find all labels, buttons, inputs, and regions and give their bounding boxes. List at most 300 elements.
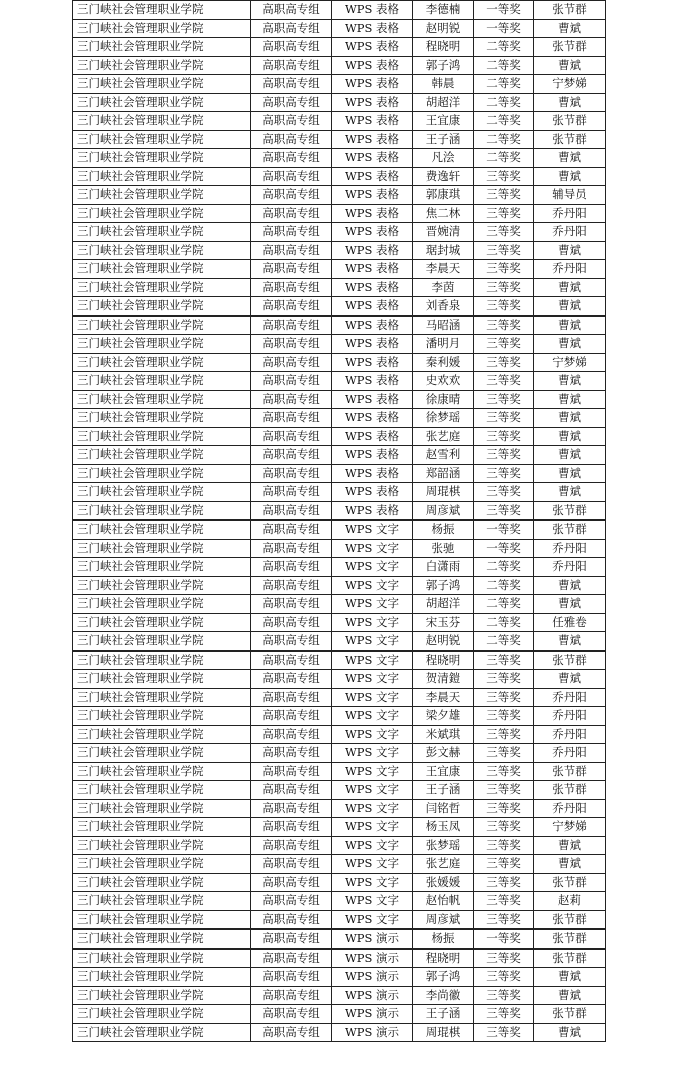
school-cell: 三门峡社会管理职业学院	[73, 836, 251, 855]
teacher-cell: 曹斌	[534, 855, 606, 874]
school-cell: 三门峡社会管理职业学院	[73, 707, 251, 726]
teacher-cell: 乔丹阳	[534, 799, 606, 818]
event-cell: WPS 文字	[332, 818, 413, 837]
group-cell: 高职高专组	[251, 520, 332, 539]
student-name-cell: 程晓明	[413, 651, 474, 670]
event-cell: WPS 表格	[332, 335, 413, 354]
table-row	[73, 670, 606, 689]
award-cell: 三等奖	[474, 278, 534, 297]
award-cell: 三等奖	[474, 446, 534, 465]
student-name-cell: 凡浍	[413, 149, 474, 168]
event-cell: WPS 文字	[332, 707, 413, 726]
teacher-cell: 曹斌	[534, 335, 606, 354]
event-cell: WPS 文字	[332, 670, 413, 689]
event-cell: WPS 表格	[332, 353, 413, 372]
table-row	[73, 781, 606, 800]
event-cell: WPS 文字	[332, 855, 413, 874]
student-name-cell: 张梦瑶	[413, 836, 474, 855]
school-cell: 三门峡社会管理职业学院	[73, 446, 251, 465]
award-cell: 三等奖	[474, 241, 534, 260]
teacher-cell: 张节群	[534, 929, 606, 949]
event-cell: WPS 表格	[332, 75, 413, 94]
student-name-cell: 史欢欢	[413, 372, 474, 391]
table-row	[73, 38, 606, 57]
student-name-cell: 马昭涵	[413, 316, 474, 335]
group-cell: 高职高专组	[251, 558, 332, 577]
event-cell: WPS 表格	[332, 316, 413, 335]
school-cell: 三门峡社会管理职业学院	[73, 855, 251, 874]
teacher-cell: 曹斌	[534, 595, 606, 614]
teacher-cell: 曹斌	[534, 464, 606, 483]
group-cell: 高职高专组	[251, 149, 332, 168]
student-name-cell: 周彦斌	[413, 501, 474, 520]
group-cell: 高职高专组	[251, 968, 332, 987]
event-cell: WPS 表格	[332, 372, 413, 391]
teacher-cell: 曹斌	[534, 1023, 606, 1042]
event-cell: WPS 表格	[332, 278, 413, 297]
table-row	[73, 353, 606, 372]
student-name-cell: 宋玉芬	[413, 613, 474, 632]
school-cell: 三门峡社会管理职业学院	[73, 968, 251, 987]
event-cell: WPS 表格	[332, 297, 413, 316]
teacher-cell: 张节群	[534, 130, 606, 149]
group-cell: 高职高专组	[251, 744, 332, 763]
school-cell: 三门峡社会管理职业学院	[73, 223, 251, 242]
table-row	[73, 632, 606, 651]
student-name-cell: 贺清鎧	[413, 670, 474, 689]
student-name-cell: 赵明锐	[413, 632, 474, 651]
table-row	[73, 1023, 606, 1042]
teacher-cell: 张节群	[534, 781, 606, 800]
student-name-cell: 杨玉凤	[413, 818, 474, 837]
award-cell: 三等奖	[474, 335, 534, 354]
teacher-cell: 张节群	[534, 651, 606, 670]
event-cell: WPS 表格	[332, 501, 413, 520]
event-cell: WPS 演示	[332, 929, 413, 949]
teacher-cell: 张节群	[534, 112, 606, 131]
student-name-cell: 郑韶涵	[413, 464, 474, 483]
school-cell: 三门峡社会管理职业学院	[73, 576, 251, 595]
event-cell: WPS 表格	[332, 241, 413, 260]
student-name-cell: 郭康琪	[413, 186, 474, 205]
student-name-cell: 彭文赫	[413, 744, 474, 763]
teacher-cell: 张节群	[534, 873, 606, 892]
event-cell: WPS 文字	[332, 613, 413, 632]
teacher-cell: 宁梦娣	[534, 353, 606, 372]
table-row	[73, 1, 606, 20]
group-cell: 高职高专组	[251, 390, 332, 409]
student-name-cell: 米斌琪	[413, 725, 474, 744]
school-cell: 三门峡社会管理职业学院	[73, 595, 251, 614]
event-cell: WPS 表格	[332, 260, 413, 279]
award-cell: 一等奖	[474, 929, 534, 949]
award-cell: 三等奖	[474, 818, 534, 837]
group-cell: 高职高专组	[251, 725, 332, 744]
teacher-cell: 张节群	[534, 949, 606, 968]
table-row	[73, 483, 606, 502]
award-cell: 二等奖	[474, 38, 534, 57]
school-cell: 三门峡社会管理职业学院	[73, 335, 251, 354]
student-name-cell: 闫铭哲	[413, 799, 474, 818]
award-cell: 三等奖	[474, 670, 534, 689]
school-cell: 三门峡社会管理职业学院	[73, 56, 251, 75]
table-row	[73, 836, 606, 855]
school-cell: 三门峡社会管理职业学院	[73, 1005, 251, 1024]
table-row	[73, 501, 606, 520]
student-name-cell: 程晓明	[413, 949, 474, 968]
event-cell: WPS 文字	[332, 595, 413, 614]
table-row	[73, 949, 606, 968]
school-cell: 三门峡社会管理职业学院	[73, 427, 251, 446]
school-cell: 三门峡社会管理职业学院	[73, 372, 251, 391]
table-row	[73, 651, 606, 670]
school-cell: 三门峡社会管理职业学院	[73, 949, 251, 968]
event-cell: WPS 表格	[332, 167, 413, 186]
teacher-cell: 曹斌	[534, 316, 606, 335]
table-row	[73, 241, 606, 260]
student-name-cell: 秦利媛	[413, 353, 474, 372]
group-cell: 高职高专组	[251, 836, 332, 855]
teacher-cell: 曹斌	[534, 632, 606, 651]
group-cell: 高职高专组	[251, 949, 332, 968]
award-cell: 三等奖	[474, 316, 534, 335]
teacher-cell: 曹斌	[534, 836, 606, 855]
school-cell: 三门峡社会管理职业学院	[73, 204, 251, 223]
group-cell: 高职高专组	[251, 93, 332, 112]
student-name-cell: 白潇雨	[413, 558, 474, 577]
event-cell: WPS 表格	[332, 483, 413, 502]
student-name-cell: 周琨棋	[413, 1023, 474, 1042]
group-cell: 高职高专组	[251, 38, 332, 57]
award-cell: 一等奖	[474, 539, 534, 558]
event-cell: WPS 文字	[332, 744, 413, 763]
student-name-cell: 梁夕雄	[413, 707, 474, 726]
student-name-cell: 徐康晴	[413, 390, 474, 409]
table-row	[73, 576, 606, 595]
group-cell: 高职高专组	[251, 427, 332, 446]
school-cell: 三门峡社会管理职业学院	[73, 112, 251, 131]
school-cell: 三门峡社会管理职业学院	[73, 130, 251, 149]
group-cell: 高职高专组	[251, 632, 332, 651]
award-cell: 三等奖	[474, 651, 534, 670]
award-cell: 二等奖	[474, 93, 534, 112]
group-cell: 高职高专组	[251, 781, 332, 800]
school-cell: 三门峡社会管理职业学院	[73, 464, 251, 483]
school-cell: 三门峡社会管理职业学院	[73, 167, 251, 186]
teacher-cell: 张节群	[534, 38, 606, 57]
award-cell: 三等奖	[474, 762, 534, 781]
teacher-cell: 乔丹阳	[534, 539, 606, 558]
teacher-cell: 曹斌	[534, 297, 606, 316]
event-cell: WPS 表格	[332, 390, 413, 409]
school-cell: 三门峡社会管理职业学院	[73, 353, 251, 372]
group-cell: 高职高专组	[251, 910, 332, 929]
teacher-cell: 曹斌	[534, 56, 606, 75]
event-cell: WPS 演示	[332, 968, 413, 987]
award-cell: 三等奖	[474, 855, 534, 874]
teacher-cell: 张节群	[534, 762, 606, 781]
award-cell: 二等奖	[474, 632, 534, 651]
group-cell: 高职高专组	[251, 316, 332, 335]
award-cell: 三等奖	[474, 409, 534, 428]
group-cell: 高职高专组	[251, 595, 332, 614]
event-cell: WPS 文字	[332, 836, 413, 855]
school-cell: 三门峡社会管理职业学院	[73, 241, 251, 260]
award-cell: 三等奖	[474, 260, 534, 279]
group-cell: 高职高专组	[251, 670, 332, 689]
award-list-table	[72, 0, 606, 1042]
event-cell: WPS 表格	[332, 19, 413, 38]
award-cell: 一等奖	[474, 19, 534, 38]
teacher-cell: 曹斌	[534, 446, 606, 465]
event-cell: WPS 文字	[332, 725, 413, 744]
group-cell: 高职高专组	[251, 539, 332, 558]
school-cell: 三门峡社会管理职业学院	[73, 75, 251, 94]
teacher-cell: 乔丹阳	[534, 707, 606, 726]
teacher-cell: 张节群	[534, 910, 606, 929]
table-row	[73, 130, 606, 149]
group-cell: 高职高专组	[251, 929, 332, 949]
table-row	[73, 613, 606, 632]
student-name-cell: 徐梦瑶	[413, 409, 474, 428]
group-cell: 高职高专组	[251, 75, 332, 94]
event-cell: WPS 文字	[332, 632, 413, 651]
teacher-cell: 曹斌	[534, 409, 606, 428]
student-name-cell: 李晨天	[413, 688, 474, 707]
group-cell: 高职高专组	[251, 446, 332, 465]
student-name-cell: 王子涵	[413, 1005, 474, 1024]
student-name-cell: 周彦斌	[413, 910, 474, 929]
award-cell: 二等奖	[474, 130, 534, 149]
award-cell: 三等奖	[474, 949, 534, 968]
event-cell: WPS 表格	[332, 38, 413, 57]
event-cell: WPS 文字	[332, 539, 413, 558]
event-cell: WPS 表格	[332, 56, 413, 75]
group-cell: 高职高专组	[251, 986, 332, 1005]
student-name-cell: 晋婉清	[413, 223, 474, 242]
school-cell: 三门峡社会管理职业学院	[73, 725, 251, 744]
event-cell: WPS 文字	[332, 892, 413, 911]
student-name-cell: 李德楠	[413, 1, 474, 20]
table-row	[73, 446, 606, 465]
award-cell: 一等奖	[474, 1, 534, 20]
award-cell: 三等奖	[474, 836, 534, 855]
teacher-cell: 曹斌	[534, 278, 606, 297]
student-name-cell: 胡超洋	[413, 595, 474, 614]
school-cell: 三门峡社会管理职业学院	[73, 38, 251, 57]
event-cell: WPS 表格	[332, 409, 413, 428]
group-cell: 高职高专组	[251, 223, 332, 242]
group-cell: 高职高专组	[251, 19, 332, 38]
award-cell: 三等奖	[474, 483, 534, 502]
group-cell: 高职高专组	[251, 353, 332, 372]
award-cell: 三等奖	[474, 873, 534, 892]
event-cell: WPS 文字	[332, 873, 413, 892]
student-name-cell: 王子涵	[413, 130, 474, 149]
event-cell: WPS 文字	[332, 651, 413, 670]
school-cell: 三门峡社会管理职业学院	[73, 651, 251, 670]
table-row	[73, 335, 606, 354]
teacher-cell: 曹斌	[534, 986, 606, 1005]
student-name-cell: 张艺庭	[413, 427, 474, 446]
student-name-cell: 韩晨	[413, 75, 474, 94]
group-cell: 高职高专组	[251, 1023, 332, 1042]
student-name-cell: 王宜康	[413, 762, 474, 781]
event-cell: WPS 表格	[332, 93, 413, 112]
teacher-cell: 张节群	[534, 520, 606, 539]
school-cell: 三门峡社会管理职业学院	[73, 390, 251, 409]
award-cell: 三等奖	[474, 688, 534, 707]
award-cell: 三等奖	[474, 390, 534, 409]
table-row	[73, 968, 606, 987]
table-row	[73, 818, 606, 837]
table-row	[73, 520, 606, 539]
student-name-cell: 李晨天	[413, 260, 474, 279]
event-cell: WPS 文字	[332, 781, 413, 800]
award-cell: 三等奖	[474, 1023, 534, 1042]
table-row	[73, 93, 606, 112]
table-row	[73, 558, 606, 577]
teacher-cell: 辅导员	[534, 186, 606, 205]
group-cell: 高职高专组	[251, 112, 332, 131]
student-name-cell: 李尚徽	[413, 986, 474, 1005]
school-cell: 三门峡社会管理职业学院	[73, 688, 251, 707]
school-cell: 三门峡社会管理职业学院	[73, 278, 251, 297]
event-cell: WPS 表格	[332, 1, 413, 20]
award-cell: 三等奖	[474, 986, 534, 1005]
award-cell: 三等奖	[474, 892, 534, 911]
table-row	[73, 688, 606, 707]
school-cell: 三门峡社会管理职业学院	[73, 19, 251, 38]
student-name-cell: 杨振	[413, 520, 474, 539]
event-cell: WPS 演示	[332, 1005, 413, 1024]
teacher-cell: 曹斌	[534, 167, 606, 186]
group-cell: 高职高专组	[251, 576, 332, 595]
teacher-cell: 曹斌	[534, 149, 606, 168]
school-cell: 三门峡社会管理职业学院	[73, 1023, 251, 1042]
award-cell: 二等奖	[474, 149, 534, 168]
table-row	[73, 56, 606, 75]
event-cell: WPS 文字	[332, 799, 413, 818]
student-name-cell: 杨振	[413, 929, 474, 949]
group-cell: 高职高专组	[251, 651, 332, 670]
school-cell: 三门峡社会管理职业学院	[73, 799, 251, 818]
group-cell: 高职高专组	[251, 501, 332, 520]
award-cell: 三等奖	[474, 297, 534, 316]
teacher-cell: 曹斌	[534, 241, 606, 260]
teacher-cell: 曹斌	[534, 372, 606, 391]
award-cell: 三等奖	[474, 910, 534, 929]
student-name-cell: 潘明月	[413, 335, 474, 354]
group-cell: 高职高专组	[251, 186, 332, 205]
award-cell: 一等奖	[474, 520, 534, 539]
school-cell: 三门峡社会管理职业学院	[73, 297, 251, 316]
group-cell: 高职高专组	[251, 688, 332, 707]
teacher-cell: 乔丹阳	[534, 204, 606, 223]
table-row	[73, 725, 606, 744]
school-cell: 三门峡社会管理职业学院	[73, 316, 251, 335]
student-name-cell: 李茵	[413, 278, 474, 297]
school-cell: 三门峡社会管理职业学院	[73, 483, 251, 502]
group-cell: 高职高专组	[251, 613, 332, 632]
table-row	[73, 595, 606, 614]
student-name-cell: 张媛媛	[413, 873, 474, 892]
group-cell: 高职高专组	[251, 855, 332, 874]
student-name-cell: 张艺庭	[413, 855, 474, 874]
award-cell: 二等奖	[474, 576, 534, 595]
event-cell: WPS 文字	[332, 688, 413, 707]
award-cell: 三等奖	[474, 186, 534, 205]
table-row	[73, 316, 606, 335]
school-cell: 三门峡社会管理职业学院	[73, 520, 251, 539]
award-cell: 三等奖	[474, 744, 534, 763]
table-row	[73, 278, 606, 297]
group-cell: 高职高专组	[251, 241, 332, 260]
event-cell: WPS 表格	[332, 446, 413, 465]
award-cell: 三等奖	[474, 799, 534, 818]
teacher-cell: 曹斌	[534, 93, 606, 112]
award-cell: 二等奖	[474, 56, 534, 75]
teacher-cell: 宁梦娣	[534, 818, 606, 837]
event-cell: WPS 演示	[332, 949, 413, 968]
table-row	[73, 799, 606, 818]
teacher-cell: 张节群	[534, 501, 606, 520]
student-name-cell: 赵怡帆	[413, 892, 474, 911]
award-cell: 三等奖	[474, 427, 534, 446]
award-cell: 三等奖	[474, 464, 534, 483]
group-cell: 高职高专组	[251, 278, 332, 297]
award-cell: 二等奖	[474, 75, 534, 94]
table-row	[73, 707, 606, 726]
student-name-cell: 王子涵	[413, 781, 474, 800]
award-cell: 三等奖	[474, 353, 534, 372]
table-row	[73, 986, 606, 1005]
event-cell: WPS 文字	[332, 762, 413, 781]
group-cell: 高职高专组	[251, 483, 332, 502]
table-row	[73, 204, 606, 223]
event-cell: WPS 演示	[332, 1023, 413, 1042]
award-cell: 三等奖	[474, 372, 534, 391]
group-cell: 高职高专组	[251, 762, 332, 781]
event-cell: WPS 表格	[332, 204, 413, 223]
event-cell: WPS 表格	[332, 112, 413, 131]
school-cell: 三门峡社会管理职业学院	[73, 186, 251, 205]
group-cell: 高职高专组	[251, 1005, 332, 1024]
school-cell: 三门峡社会管理职业学院	[73, 409, 251, 428]
event-cell: WPS 文字	[332, 558, 413, 577]
teacher-cell: 赵莉	[534, 892, 606, 911]
award-cell: 二等奖	[474, 595, 534, 614]
event-cell: WPS 表格	[332, 464, 413, 483]
teacher-cell: 任雅卷	[534, 613, 606, 632]
table-row	[73, 112, 606, 131]
table-row	[73, 873, 606, 892]
event-cell: WPS 表格	[332, 149, 413, 168]
teacher-cell: 乔丹阳	[534, 688, 606, 707]
group-cell: 高职高专组	[251, 464, 332, 483]
table-row	[73, 427, 606, 446]
event-cell: WPS 文字	[332, 910, 413, 929]
event-cell: WPS 表格	[332, 130, 413, 149]
award-cell: 三等奖	[474, 725, 534, 744]
table-row	[73, 744, 606, 763]
teacher-cell: 张节群	[534, 1005, 606, 1024]
student-name-cell: 赵雪利	[413, 446, 474, 465]
school-cell: 三门峡社会管理职业学院	[73, 670, 251, 689]
table-row	[73, 223, 606, 242]
award-cell: 二等奖	[474, 558, 534, 577]
school-cell: 三门峡社会管理职业学院	[73, 892, 251, 911]
